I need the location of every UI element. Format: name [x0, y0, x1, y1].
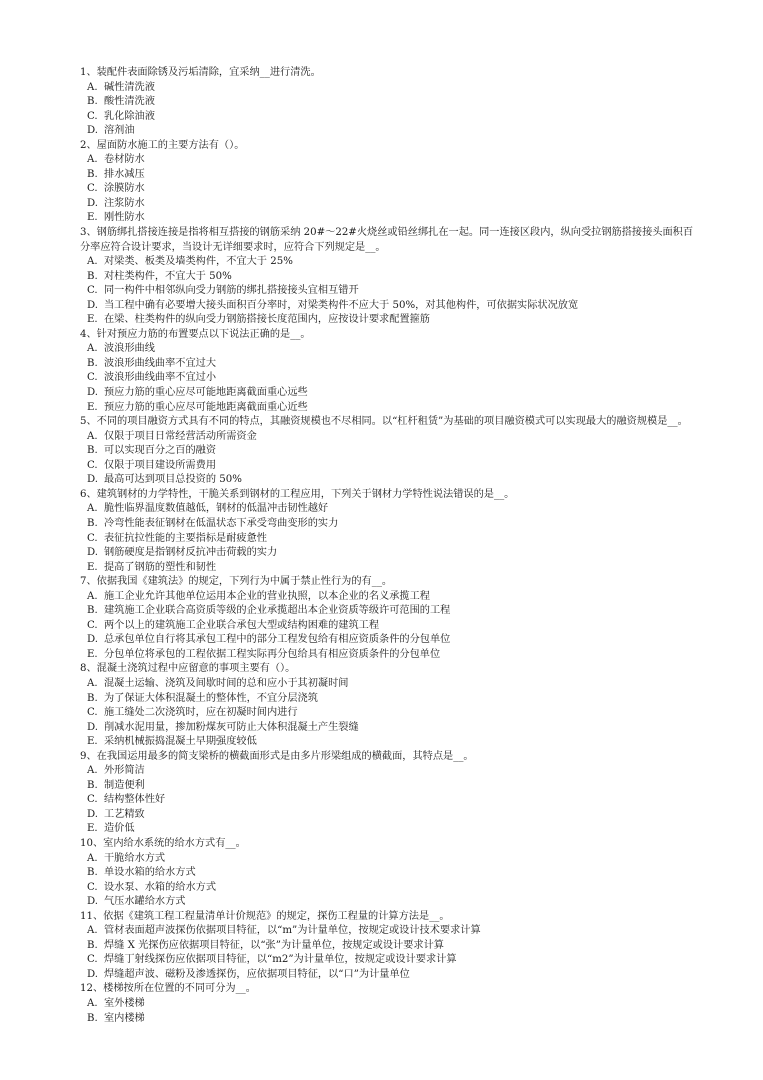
option-text: 设水泵、水箱的给水方式 [104, 881, 217, 893]
option-label: D. [87, 547, 99, 559]
option-text: 波浪形曲线 [104, 343, 155, 355]
option-label: C. [87, 707, 98, 719]
option-text: 注浆防水 [104, 197, 145, 209]
option-label: C. [87, 881, 98, 893]
answer-option [80, 517, 700, 532]
option-label: A. [87, 154, 98, 166]
option-text: 在梁、柱类构件的纵向受力钢筋搭接长度范围内，应按设计要求配置箍筋 [104, 314, 430, 326]
option-text: 脆性临界温度数值越低，钢材的低温冲击韧性越好 [104, 503, 329, 515]
answer-option [80, 430, 700, 445]
option-label: B. [87, 357, 98, 369]
option-label: A. [87, 503, 98, 515]
option-text: 溶剂油 [104, 125, 135, 137]
option-label: B. [87, 168, 98, 180]
answer-option [80, 764, 700, 779]
option-text: 两个以上的建筑施工企业联合承包大型或结构困难的建筑工程 [104, 619, 380, 631]
question-block [80, 328, 700, 415]
answer-option [80, 692, 700, 707]
question-stem: 1、装配件表面除锈及污垢清除，宜采纳__进行清洗。 [80, 67, 321, 78]
question-block [80, 910, 700, 983]
answer-option [80, 110, 700, 125]
answer-option [80, 357, 700, 372]
option-label: C. [87, 532, 98, 544]
option-text: 单设水箱的给水方式 [104, 867, 196, 879]
option-text: 酸性清洗液 [104, 96, 155, 108]
answer-option [80, 197, 700, 212]
option-text: 钢筋硬度是指钢材反抗冲击荷载的实力 [104, 547, 278, 559]
option-label: B. [87, 779, 98, 791]
option-text: 刚性防水 [104, 212, 145, 224]
option-text: 碱性清洗液 [104, 81, 155, 93]
answer-option [80, 793, 700, 808]
answer-option [80, 633, 700, 648]
answer-option [80, 313, 700, 328]
answer-option [80, 895, 700, 910]
option-text: 波浪形曲线曲率不宜过大 [104, 357, 217, 369]
option-label: A. [87, 256, 98, 268]
option-label: B. [87, 939, 98, 951]
option-label: D. [87, 125, 99, 137]
option-text: 总承包单位自行将其承包工程中的部分工程发包给有相应资质条件的分包单位 [104, 634, 451, 646]
answer-option [80, 648, 700, 663]
question-block [80, 139, 700, 226]
option-label: E. [87, 212, 98, 224]
question-block [80, 575, 700, 662]
question-stem: 7、依据我国《建筑法》的规定，下列行为中属于禁止性行为的有__。 [80, 576, 393, 588]
answer-option [80, 342, 700, 357]
question-stem: 5、不同的项目融资方式具有不同的特点，其融资规模也不尽相同。以“杠杆租赁”为基础的项目融资模式可以实现最大的融资规模是__。 [80, 416, 688, 428]
option-label: E. [87, 314, 98, 326]
option-text: 涂膜防水 [104, 183, 145, 195]
answer-option [80, 1012, 700, 1027]
answer-option [80, 124, 700, 139]
option-text: 当工程中确有必要增大接头面积百分率时，对梁类构件不应大于 50%，对其他构件，可依据实际状况放宽 [104, 299, 579, 311]
option-text: 提高了钢筋的塑性和韧性 [104, 561, 217, 573]
option-label: A. [87, 81, 98, 93]
answer-option [80, 706, 700, 721]
answer-option [80, 997, 700, 1012]
option-label: D. [87, 197, 99, 209]
option-text: 波浪形曲线曲率不宜过小 [104, 372, 217, 384]
option-label: D. [87, 634, 99, 646]
option-text: 削减水泥用量，掺加粉煤灰可防止大体积混凝土产生裂缝 [104, 721, 359, 733]
option-text: 焊缝 X 光探伤应依据项目特征，以“张”为计量单位，按规定或设计要求计算 [104, 939, 444, 951]
question-stem: 9、在我国运用最多的简支梁桥的横截面形式是由多片形梁组成的横截面，其特点是__。 [80, 750, 474, 762]
option-text: 预应力筋的重心应尽可能地距离截面重心近些 [104, 401, 308, 413]
option-label: A. [87, 677, 98, 689]
option-label: C. [87, 954, 98, 966]
option-text: 施工企业允许其他单位运用本企业的营业执照，以本企业的名义承揽工程 [104, 590, 430, 602]
question-stem: 11、依据《建筑工程工程量清单计价规范》的规定，探伤工程量的计算方法是__。 [80, 910, 450, 922]
question-stem: 10、室内给水系统的给水方式有__。 [80, 837, 246, 849]
option-text: 混凝土运输、浇筑及间歇时间的总和应小于其初凝时间 [104, 677, 349, 689]
option-label: D. [87, 387, 99, 399]
option-label: A. [87, 998, 98, 1009]
option-text: 最高可达到项目总投资的 50% [104, 474, 242, 486]
option-text: 造价低 [104, 823, 135, 835]
option-label: B. [87, 1012, 98, 1024]
option-label: B. [87, 445, 98, 457]
option-text: 室外楼梯 [104, 998, 145, 1009]
answer-option [80, 808, 700, 823]
option-label: A. [87, 343, 98, 355]
question-stem: 8、混凝土浇筑过程中应留意的事项主要有（）。 [80, 663, 296, 675]
answer-option [80, 502, 700, 517]
question-stem: 12、楼梯按所在位置的不同可分为__。 [80, 983, 256, 995]
option-text: 建筑施工企业联合高资质等级的企业承揽超出本企业资质等级许可范围的工程 [104, 605, 451, 617]
option-label: B. [87, 270, 98, 282]
option-label: D. [87, 968, 99, 980]
question-block [80, 662, 700, 749]
answer-option [80, 604, 700, 619]
option-text: 干脆给水方式 [104, 852, 166, 864]
option-text: 采纳机械振捣混凝土早期强度较低 [104, 736, 257, 748]
option-text: 焊缝超声波、磁粉及渗透探伤，应依据项目特征，以“口”为计量单位 [104, 968, 410, 980]
option-text: 分包单位将承包的工程依据工程实际再分包给具有相应资质条件的分包单位 [104, 648, 441, 660]
question-block [80, 488, 700, 575]
document-page [80, 66, 700, 1026]
option-text: 结构整体性好 [104, 794, 166, 806]
answer-option [80, 284, 700, 299]
answer-option [80, 444, 700, 459]
option-text: 焊缝丁射线探伤应依据项目特征，以“m2”为计量单位，按规定或设计要求计算 [104, 954, 457, 966]
option-label: D. [87, 896, 99, 908]
answer-option [80, 546, 700, 561]
option-text: 气压水罐给水方式 [104, 896, 186, 908]
option-label: E. [87, 736, 98, 748]
answer-option [80, 953, 700, 968]
answer-option [80, 459, 700, 474]
option-text: 制造便利 [104, 779, 145, 791]
question-stem: 6、建筑钢材的力学特性，干脆关系到钢材的工程应用，下列关于钢材力学特性说法错误的是__。 [80, 488, 515, 500]
option-text: 工艺精致 [104, 808, 145, 820]
option-label: D. [87, 721, 99, 733]
answer-option [80, 386, 700, 401]
answer-option [80, 153, 700, 168]
option-label: B. [87, 867, 98, 879]
question-block [80, 837, 700, 910]
answer-option [80, 255, 700, 270]
option-text: 对柱类构件，不宜大于 50% [104, 270, 232, 282]
option-text: 对梁类、板类及墙类构件，不宜大于 25% [104, 256, 293, 268]
option-label: D. [87, 299, 99, 311]
question-stem: 2、屋面防水施工的主要方法有（）。 [80, 139, 245, 151]
answer-option [80, 735, 700, 750]
question-block [80, 750, 700, 837]
option-label: C. [87, 794, 98, 806]
option-label: C. [87, 372, 98, 384]
option-label: C. [87, 619, 98, 631]
option-label: C. [87, 110, 98, 122]
option-text: 为了保证大体积混凝土的整体性，不宜分层浇筑 [104, 692, 318, 704]
question-block [80, 226, 700, 328]
answer-option [80, 81, 700, 96]
answer-option [80, 95, 700, 110]
option-label: C. [87, 285, 98, 297]
option-text: 外形简洁 [104, 765, 145, 777]
option-text: 卷材防水 [104, 154, 145, 166]
answer-option [80, 182, 700, 197]
option-label: E. [87, 561, 98, 573]
option-label: A. [87, 765, 98, 777]
question-stem: 4、针对预应力筋的布置要点以下说法正确的是__。 [80, 328, 311, 340]
option-label: E. [87, 823, 98, 835]
question-stem: 3、钢筋绑扎搭接连接是指将相互搭接的钢筋采纳 20#～22#火烧丝或铅丝绑扎在一起。同一连接区段内，纵向受拉钢筋搭接接头面积百分率应符合设计要求，当设计无详细要求时，应符合下列规定是__。 [80, 227, 694, 253]
option-text: 管材表面超声波探伤依据项目特征，以“m”为计量单位，按规定或设计技术要求计算 [104, 925, 481, 937]
answer-option [80, 211, 700, 226]
option-text: 乳化除油液 [104, 110, 155, 122]
option-label: A. [87, 430, 98, 442]
option-text: 排水减压 [104, 168, 145, 180]
answer-option [80, 924, 700, 939]
answer-option [80, 270, 700, 285]
answer-option [80, 590, 700, 605]
option-label: A. [87, 925, 98, 937]
answer-option [80, 532, 700, 547]
option-label: B. [87, 517, 98, 529]
answer-option [80, 473, 700, 488]
question-block [80, 66, 700, 139]
answer-option [80, 866, 700, 881]
option-label: C. [87, 459, 98, 471]
answer-option [80, 822, 700, 837]
option-label: E. [87, 401, 98, 413]
answer-option [80, 401, 700, 416]
answer-option [80, 881, 700, 896]
option-label: A. [87, 852, 98, 864]
option-label: C. [87, 183, 98, 195]
answer-option [80, 619, 700, 634]
option-text: 仅限于项目建设所需费用 [104, 459, 217, 471]
answer-option [80, 852, 700, 867]
option-text: 同一构件中相邻纵向受力钢筋的绑扎搭接接头宜相互错开 [104, 285, 359, 297]
answer-option [80, 939, 700, 954]
option-label: B. [87, 605, 98, 617]
option-text: 预应力筋的重心应尽可能地距离截面重心远些 [104, 387, 308, 399]
answer-option [80, 677, 700, 692]
option-text: 仅限于项目日常经营活动所需资金 [104, 430, 257, 442]
answer-option [80, 721, 700, 736]
answer-option [80, 168, 700, 183]
option-label: D. [87, 808, 99, 820]
option-text: 表征抗拉性能的主要指标是耐疲惫性 [104, 532, 267, 544]
answer-option [80, 371, 700, 386]
answer-option [80, 561, 700, 576]
option-label: E. [87, 648, 98, 660]
answer-option [80, 299, 700, 314]
option-text: 施工缝处二次浇筑时，应在初凝时间内进行 [104, 707, 298, 719]
answer-option [80, 779, 700, 794]
option-text: 可以实现百分之百的融资 [104, 445, 217, 457]
answer-option [80, 968, 700, 983]
question-block [80, 982, 700, 1026]
option-label: B. [87, 692, 98, 704]
option-label: B. [87, 96, 98, 108]
option-text: 室内楼梯 [104, 1012, 145, 1024]
option-text: 冷弯性能表征钢材在低温状态下承受弯曲变形的实力 [104, 517, 339, 529]
question-block [80, 415, 700, 488]
option-label: D. [87, 474, 99, 486]
option-label: A. [87, 590, 98, 602]
